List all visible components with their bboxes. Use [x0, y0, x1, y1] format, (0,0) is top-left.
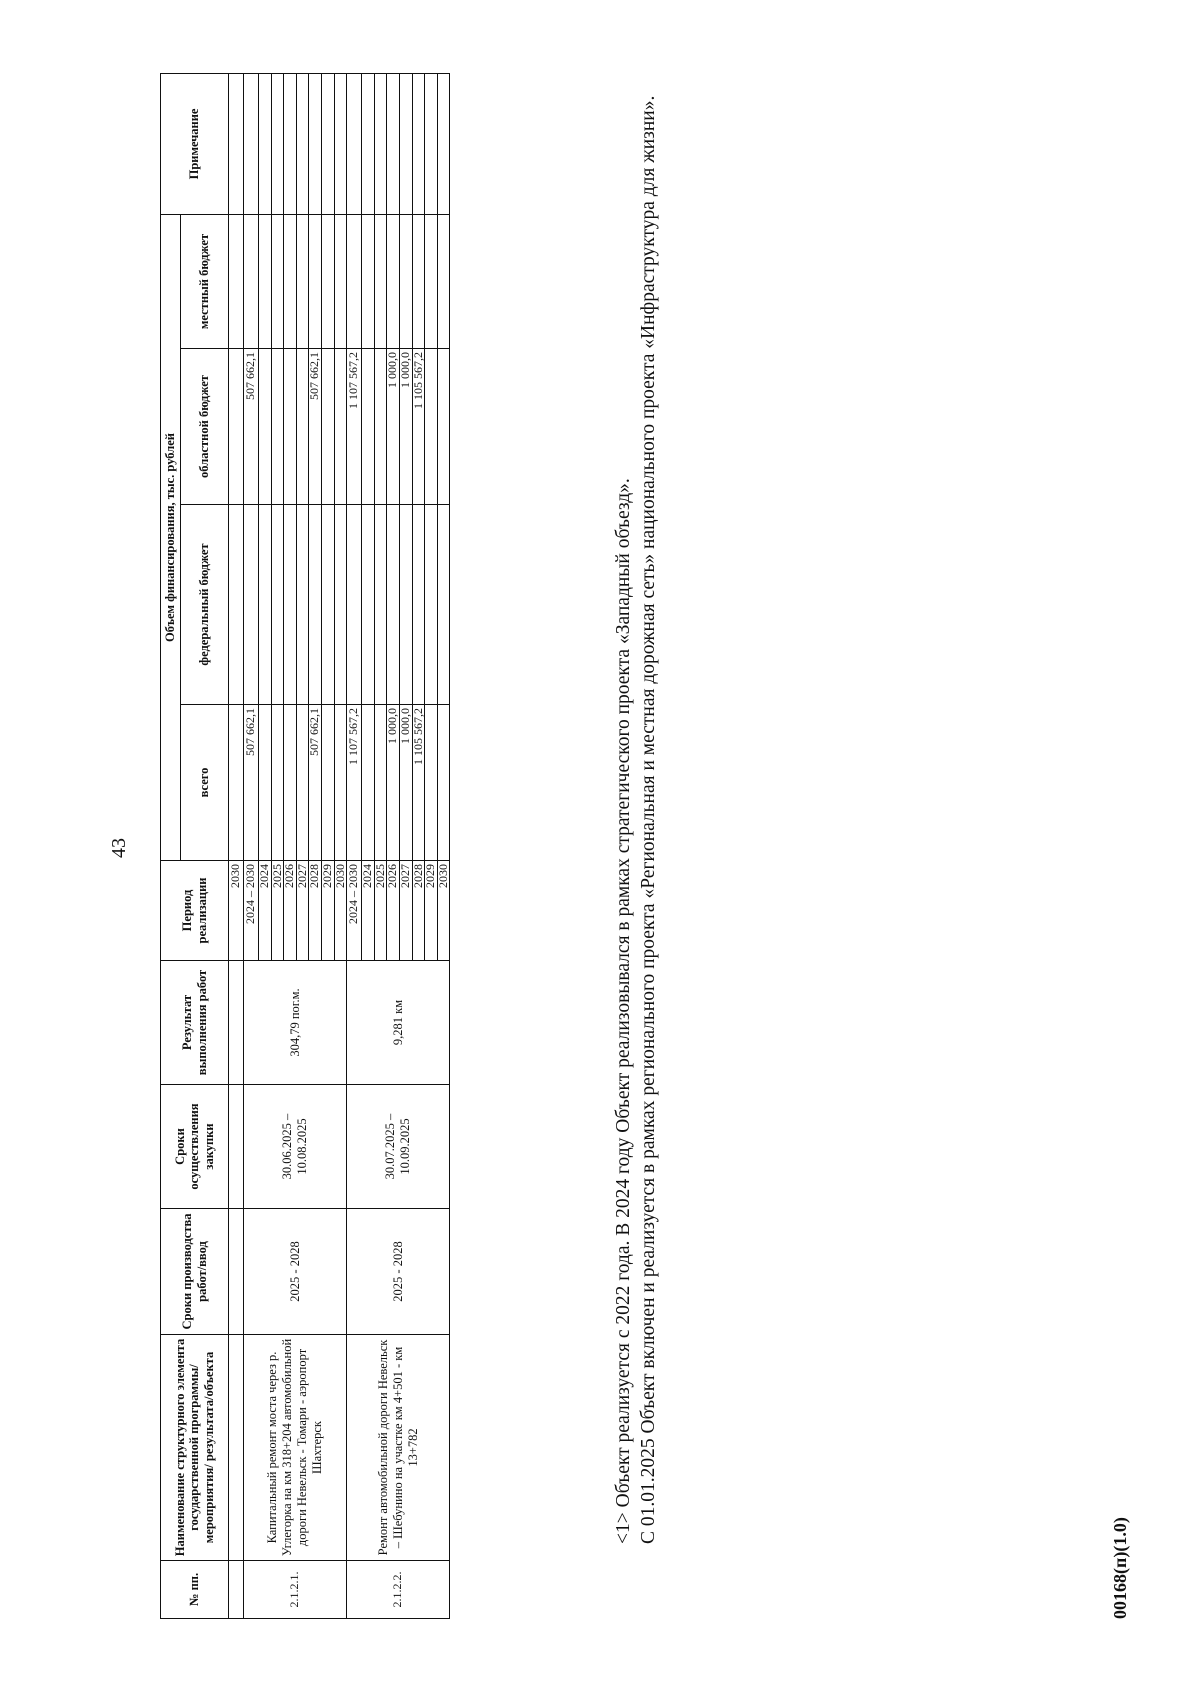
object-num: 2.1.2.1.	[244, 1561, 347, 1619]
regional-cell: 1 105 567,2	[412, 349, 425, 505]
total-cell	[437, 705, 450, 861]
local-cell	[321, 214, 334, 348]
header-total: всего	[181, 705, 229, 861]
note-cell	[362, 73, 375, 214]
total-cell: 507 662,1	[244, 705, 259, 861]
federal-cell	[425, 505, 438, 705]
result: 9,281 км	[347, 961, 450, 1085]
total-cell	[271, 705, 284, 861]
table-row-carry	[229, 73, 244, 1618]
period-cell: 2030	[229, 861, 244, 961]
federal-cell	[296, 505, 309, 705]
local-cell	[309, 214, 322, 348]
production-period: 2025 - 2028	[347, 1209, 450, 1335]
federal-cell	[374, 505, 387, 705]
note-cell	[259, 73, 272, 214]
regional-cell: 507 662,1	[309, 349, 322, 505]
local-cell	[259, 214, 272, 348]
local-cell	[399, 214, 412, 348]
local-cell	[437, 214, 450, 348]
header-name: Наименование структурного элемента государственной программы/мероприятия/ результата/объекта	[161, 1335, 229, 1561]
header-num: № пп.	[161, 1561, 229, 1619]
footnote-line-2: С 01.01.2025 Объект включен и реализуется в рамках регионального проекта «Региональная и местная дорожная сеть» национального проекта «Инфраструктура для жизни».	[637, 95, 659, 1544]
local-cell	[284, 214, 297, 348]
note-cell	[387, 73, 400, 214]
page-number: 43	[108, 838, 130, 858]
regional-cell: 1 000,0	[399, 349, 412, 505]
table-row	[244, 73, 259, 1618]
federal-cell	[284, 505, 297, 705]
financing-table	[160, 73, 450, 1619]
local-cell	[374, 214, 387, 348]
footnote-line-1: <1> Объект реализуется с 2022 года. В 2024 году Объект реализовывался в рамках стратегического проекта «Западный объезд».	[613, 478, 634, 1544]
total-cell	[334, 705, 347, 861]
regional-cell	[425, 349, 438, 505]
document-code: 00168(п)(1.0)	[1110, 1517, 1130, 1619]
total-cell: 1 107 567,2	[347, 705, 362, 861]
local-cell	[271, 214, 284, 348]
local-cell	[347, 214, 362, 348]
period-cell: 2026	[284, 861, 297, 961]
note-cell	[244, 73, 259, 214]
table-header	[161, 73, 229, 1618]
total-cell	[259, 705, 272, 861]
local-cell	[362, 214, 375, 348]
header-regional: областной бюджет	[181, 349, 229, 505]
federal-cell	[259, 505, 272, 705]
total-cell	[425, 705, 438, 861]
regional-cell	[259, 349, 272, 505]
period-cell: 2025	[374, 861, 387, 961]
header-federal: федеральный бюджет	[181, 505, 229, 705]
header-production-period: Сроки производства работ/ввод	[161, 1209, 229, 1335]
local-cell	[425, 214, 438, 348]
federal-cell	[399, 505, 412, 705]
note-cell	[284, 73, 297, 214]
object-name: Ремонт автомобильной дороги Невельск – Шебунино на участке км 4+501 - км 13+782	[347, 1335, 450, 1561]
federal-cell	[334, 505, 347, 705]
regional-cell	[271, 349, 284, 505]
period-cell: 2027	[296, 861, 309, 961]
note-cell	[374, 73, 387, 214]
period-cell: 2024 – 2030	[244, 861, 259, 961]
federal-cell	[437, 505, 450, 705]
note-cell	[321, 73, 334, 214]
federal-cell	[244, 505, 259, 705]
procurement-period: 30.06.2025 – 10.08.2025	[244, 1085, 347, 1209]
header-financing-group: Объем финансирования, тыс. рублей	[161, 214, 181, 860]
federal-cell	[412, 505, 425, 705]
total-cell: 1 105 567,2	[412, 705, 425, 861]
period-cell: 2024	[362, 861, 375, 961]
total-cell	[321, 705, 334, 861]
regional-cell	[334, 349, 347, 505]
local-cell	[244, 214, 259, 348]
federal-cell	[271, 505, 284, 705]
production-period: 2025 - 2028	[244, 1209, 347, 1335]
note-cell	[309, 73, 322, 214]
local-cell	[412, 214, 425, 348]
period-cell: 2024	[259, 861, 272, 961]
federal-cell	[309, 505, 322, 705]
total-cell	[284, 705, 297, 861]
local-cell	[334, 214, 347, 348]
note-cell	[425, 73, 438, 214]
total-cell: 1 000,0	[387, 705, 400, 861]
note-cell	[347, 73, 362, 214]
note-cell	[296, 73, 309, 214]
federal-cell	[362, 505, 375, 705]
header-note: Примечание	[161, 73, 229, 214]
note-cell	[334, 73, 347, 214]
period-cell: 2028	[412, 861, 425, 961]
period-cell: 2030	[334, 861, 347, 961]
local-cell	[387, 214, 400, 348]
period-cell: 2025	[271, 861, 284, 961]
federal-cell	[347, 505, 362, 705]
total-cell	[362, 705, 375, 861]
note-cell	[412, 73, 425, 214]
regional-cell	[437, 349, 450, 505]
federal-cell	[387, 505, 400, 705]
period-cell: 2026	[387, 861, 400, 961]
header-implementation-period: Период реализации	[161, 861, 229, 961]
period-cell: 2029	[321, 861, 334, 961]
object-num: 2.1.2.2.	[347, 1561, 450, 1619]
regional-cell: 1 000,0	[387, 349, 400, 505]
result: 304,79 пог.м.	[244, 961, 347, 1085]
footnote	[612, 74, 662, 1544]
procurement-period: 30.07.2025 – 10.09.2025	[347, 1085, 450, 1209]
period-cell: 2028	[309, 861, 322, 961]
table-body	[229, 73, 450, 1618]
note-cell	[271, 73, 284, 214]
regional-cell	[284, 349, 297, 505]
period-cell: 2027	[399, 861, 412, 961]
regional-cell: 507 662,1	[244, 349, 259, 505]
total-cell: 507 662,1	[309, 705, 322, 861]
header-local: местный бюджет	[181, 214, 229, 348]
regional-cell: 1 107 567,2	[347, 349, 362, 505]
object-name: Капитальный ремонт моста через р. Углегорка на км 318+204 автомобильной дороги Невельск - Томари - аэропорт Шахтерск	[244, 1335, 347, 1561]
regional-cell	[362, 349, 375, 505]
header-procurement-period: Сроки осуществления закупки	[161, 1085, 229, 1209]
local-cell	[296, 214, 309, 348]
table-row	[347, 73, 362, 1618]
header-result: Результат выполнения работ	[161, 961, 229, 1085]
period-cell: 2030	[437, 861, 450, 961]
total-cell: 1 000,0	[399, 705, 412, 861]
period-cell: 2024 – 2030	[347, 861, 362, 961]
period-cell: 2029	[425, 861, 438, 961]
note-cell	[437, 73, 450, 214]
federal-cell	[321, 505, 334, 705]
note-cell	[399, 73, 412, 214]
regional-cell	[321, 349, 334, 505]
